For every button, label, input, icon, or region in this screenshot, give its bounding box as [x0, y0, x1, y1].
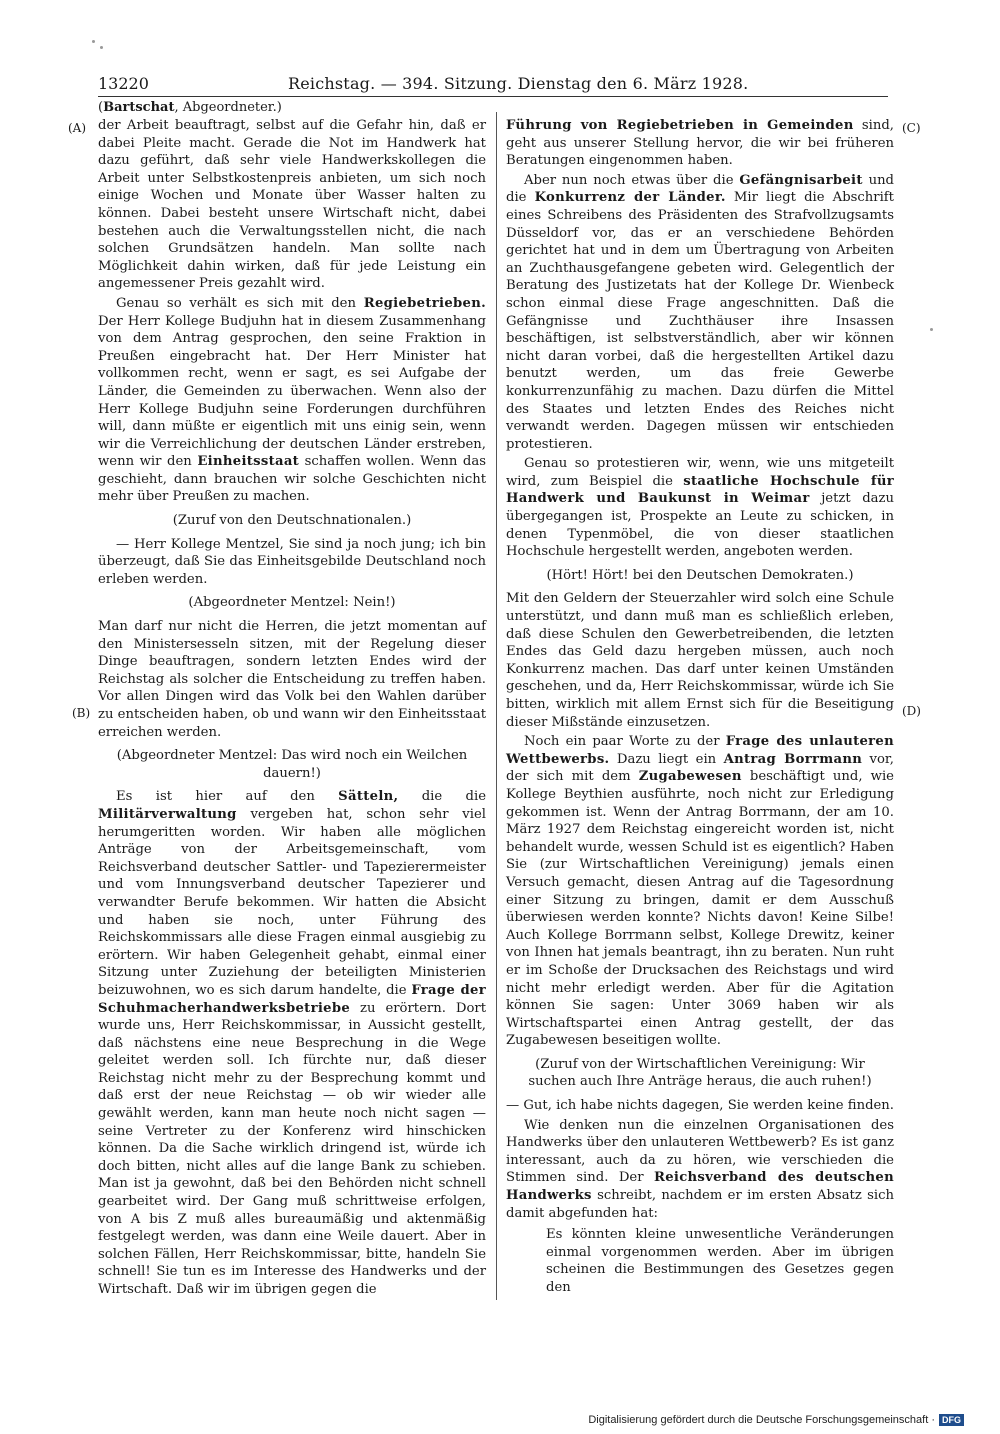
page-number: 13220	[98, 74, 149, 93]
emphasis: staatliche Hochschule für Handwerk und Baukunst in Weimar	[506, 473, 894, 507]
text-run: Aber nun noch etwas über die	[524, 172, 740, 188]
margin-mark-d: (D)	[902, 704, 921, 718]
paragraph	[98, 295, 486, 506]
text-run: schaffen wollen. Wenn das geschieht, dann brauchen wir solche Geschichten nicht mehr über Preußen zu machen.	[98, 454, 486, 505]
margin-mark-b: (B)	[72, 706, 91, 720]
text-run: Wie denken nun die einzelnen Organisationen des Handwerks über den unlauteren Wettbewerb? Es ist ganz interessant, auch da zu hören, wie verschieden die Stimmen sind. Der	[506, 1117, 894, 1186]
text-run: zu erörtern. Dort wurde uns, Herr Reichskommissar, in Aussicht gestellt, daß nächstens eine neue Besprechung in die Wege geleitet werden soll. Ich fürchte nur, daß dieser Reichstag nicht mehr zu der Besprechung kommt und daß erst der neue Reichstag — ob wir wieder alle gewählt werden, kann man heute noch nicht sagen — seine Vertreter zu der Konferenz wird hinschicken können. Da die Sache wirklich dringend ist, würde ich doch bitten, nicht alles auf die lange Bank zu schieben. Man ist ja gewohnt, daß bei den Behörden nicht schnell gearbeitet wird. Der Gang muß schrittweise erfolgen, von A bis Z muß alles bureaumäßig und aktenmäßig festgelegt werden, was dann eine Weile dauert. Aber in solchen Fällen, Herr Reichskommissar, bitte, handeln Sie schnell! Sie tun es im Interesse des Handwerks und der Wirtschaft. Daß wir im übrigen gegen die	[98, 1000, 486, 1297]
scan-artifact	[100, 46, 103, 49]
emphasis: Frage der Schuhmacherhandwerksbetriebe	[98, 982, 486, 1016]
text-run: Es ist hier auf den	[116, 789, 339, 805]
paragraph	[506, 172, 894, 454]
paragraph: der Arbeit beauftragt, selbst auf die Gefahr hin, daß er dabei Pleite macht. Gerade die Not im Handwerk hat dazu geführt, daß sehr viele Handwerkskollegen die Arbeit unter Selbstkostenpreis anbieten, um sich noch einige Wochen und Monate über Wasser halten zu können. Dabei besteht unsere Wirtschaft nicht, dabei bestehen auch die Verwaltungsstellen nicht, die nach solchen Grundsätzen handeln. Man sollte nach Möglichkeit dahin wirken, daß für jede Leistung ein angemessener Preis gezahlt wird.	[98, 118, 486, 292]
text-run: die die	[398, 789, 487, 805]
left-column	[98, 117, 486, 1301]
text-run: Dazu liegt ein	[609, 751, 724, 767]
emphasis: Einheitsstaat	[197, 454, 300, 470]
interjection: (Abgeordneter Mentzel: Das wird noch ein Weilchen dauern!)	[116, 748, 468, 781]
emphasis: Führung von Regiebetrieben in Gemeinden	[506, 118, 854, 133]
speaker-role: , Abgeordneter.)	[174, 100, 282, 115]
speaker-open-paren: (	[98, 100, 104, 115]
text-run: schreibt, nachdem er im ersten Absatz sich damit abgefunden hat:	[506, 1188, 894, 1221]
interjection: (Zuruf von der Wirtschaftlichen Vereinigung: Wir suchen auch Ihre Anträge heraus, die auch ruhen!)	[528, 1056, 872, 1090]
margin-mark-a: (A)	[68, 121, 87, 135]
paragraph	[98, 788, 486, 1298]
emphasis: Gefängnisarbeit	[739, 172, 863, 188]
emphasis: Reichsverband des deutschen Handwerks	[506, 1170, 895, 1204]
paragraph: Man darf nur nicht die Herren, die jetzt momentan auf den Ministersesseln sitzen, mit der Regelung dieser Dinge beauftragen, sondern letzten Endes wird der Reichstag als solcher die Entscheidung zu treffen haben. Vor allen Dingen wird das Volk bei den Wahlen darüber zu entscheiden haben, ob und wann wir den Einheitsstaat erreichen werden.	[98, 619, 486, 740]
emphasis: Frage des unlauteren Wettbewerbs.	[506, 734, 894, 767]
text-run: Noch ein paar Worte zu der	[524, 734, 726, 750]
text-run: Mir liegt die Abschrift eines Schreibens des Präsidenten des Strafvollzugsamts Düsseldorf vor, das er an verschiedene Behörden gerichtet hat und in dem um Übertragung von Arbeiten an Zuchthausgefangene gebeten wird. Gelegentlich der Beratung des Justizetats hat der Kollege Dr. Wienbeck schon einmal diese Frage angeschnitten. Daß die Gefängnisse und Zuchthäuser ihre Insassen beschäftigen, ist selbstverständlich, aber wir können nicht daran vorbei, daß die hergestellten Artikel dazu benutzt werden, um das freie Gewerbe konkurrenzunfähig zu machen. Dazu dürfen die Mittel des Staates und letzten Endes des Reiches nicht verwandt werden. Dagegen müssen wir entschieden protestieren.	[506, 190, 894, 452]
right-column	[506, 117, 894, 1297]
interjection: (Abgeordneter Mentzel: Nein!)	[188, 595, 396, 611]
block-quote: Es könnten kleine unwesentliche Veränderungen einmal vorgenommen werden. Aber im übrigen scheinen die Bestimmungen des Gesetzes gegen den	[546, 1227, 894, 1295]
text-run: beschäftigt und, wie Kollege Beythien ausführte, noch nicht zur Erledigung gekommen ist. Wenn der Antrag Borrmann, der am 10. März 1927 dem Reichstag eingereicht worden ist, nicht behandelt wurde, wessen Schuld ist es eigentlich? Haben Sie (zur Wirtschaftlichen Vereinigung) jemals einen Versuch gemacht, diesen Antrag auf die Tagesordnung einer Sitzung zu bringen, damit er dem Ausschuß überwiesen werden konnte? Nichts davon! Keine Silbe! Auch Kollege Borrmann selbst, Kollege Drewitz, keiner von Ihnen hat jemals beantragt, ihn zu beraten. Nun ruht er im Schoße der Drucksachen des Reichstags und wird nicht mehr erledigt werden. Aber für die Agitation können Sie sagen: Unter 3069 haben wir als Wirtschaftspartei einen Antrag gestellt, der das Zugabewesen beseitigen wollte.	[506, 769, 894, 1049]
text-run: Genau so protestieren wir, wenn, wie uns mitgeteilt wird, zum Beispiel die	[506, 456, 894, 489]
text-run: Der Herr Kollege Budjuhn hat in diesem Zusammenhang von dem Antrag gesprochen, den seine Fraktion in Preußen eingebracht hat. Der Herr Minister hat vollkommen recht, wenn er sagt, es sei Aufgabe der Länder, die Gemeinden zu überwachen. Wenn also der Herr Kollege Budjuhn seine Forderungen durchführen will, dann müßte er eigentlich mit uns einig sein, wenn wir die Verreichlichung der deutschen Länder erstreben, wenn wir den	[98, 313, 486, 470]
emphasis: Regiebetrieben.	[363, 295, 486, 311]
dfg-logo: DFG	[939, 1414, 964, 1426]
column-rule	[496, 112, 497, 1300]
paragraph: — Herr Kollege Mentzel, Sie sind ja noch jung; ich bin überzeugt, daß Sie das Einheitsgebilde Deutschland noch erleben werden.	[98, 536, 486, 587]
speaker-name: Bartschat	[103, 100, 175, 115]
scan-artifact	[930, 328, 933, 331]
text-run: jetzt dazu übergegangen ist, Prospekte an Leute zu schicken, in denen Typenmöbel, die von dieser staatlichen Hochschule hergestellt werden, angeboten werden.	[506, 491, 894, 560]
running-title: Reichstag. — 394. Sitzung. Dienstag den 6. März 1928.	[288, 74, 749, 93]
interjection: (Zuruf von den Deutschnationalen.)	[172, 513, 412, 529]
paragraph: — Gut, ich habe nichts dagegen, Sie werden keine finden.	[506, 1098, 894, 1114]
text-run: vor, der sich mit dem	[506, 751, 894, 785]
emphasis: Militärverwaltung	[98, 806, 237, 822]
footer-credit-text: Digitalisierung gefördert durch die Deutsche Forschungsgemeinschaft ·	[588, 1414, 935, 1426]
emphasis: Antrag Borrmann	[723, 751, 863, 767]
text-run: vergeben hat, schon sehr viel herumgeritten worden. Wir haben alle möglichen Anträge von der Arbeitsgemeinschaft, vom Reichsverband deutscher Sattler- und Tapezierermeister und vom Innungsverband deutscher Tapezierer und verwandter Berufe bekommen. Wir hatten die Absicht und haben sie noch, unter Führung des Reichskommissars alle diese Fragen einmal ausgiebig zu erörtern. Wir haben Gelegenheit gehabt, einmal einer Sitzung unter Zuziehung der beteiligten Ministerien beizuwohnen, wo es sich darum handelte, die	[98, 806, 486, 998]
text-run: Genau so verhält es sich mit den	[116, 295, 364, 311]
emphasis: Sätteln,	[338, 789, 399, 805]
paragraph	[506, 1117, 894, 1223]
interjection: (Hört! Hört! bei den Deutschen Demokraten.)	[546, 567, 854, 583]
speaker-header	[98, 100, 282, 115]
margin-mark-c: (C)	[902, 121, 921, 135]
footer-credit	[588, 1414, 964, 1426]
text-run: sind, geht aus unserer Stellung hervor, die wir bei früheren Beratungen eingenommen haben.	[506, 118, 894, 169]
scan-artifact	[92, 40, 95, 43]
page-header	[98, 74, 888, 97]
emphasis: Zugabewesen	[638, 769, 742, 785]
text-run: und die	[506, 172, 895, 206]
emphasis: Konkurrenz der Länder.	[534, 190, 726, 206]
paragraph	[506, 117, 894, 170]
paragraph	[506, 733, 894, 1050]
paragraph	[506, 455, 894, 561]
paragraph: Mit den Geldern der Steuerzahler wird solch eine Schule unterstützt, und dann muß man es schließlich erleben, daß diese Schulen den Gewerbetreibenden, die letzten Endes das Geld dazu hergeben müssen, auch noch Konkurrenz machen. Das darf unter keinen Umständen geschehen, und da, Herr Reichskommissar, würde ich Sie bitten, wirklich mit allem Ernst sich für die Beseitigung dieser Mißstände einzusetzen.	[506, 591, 894, 730]
